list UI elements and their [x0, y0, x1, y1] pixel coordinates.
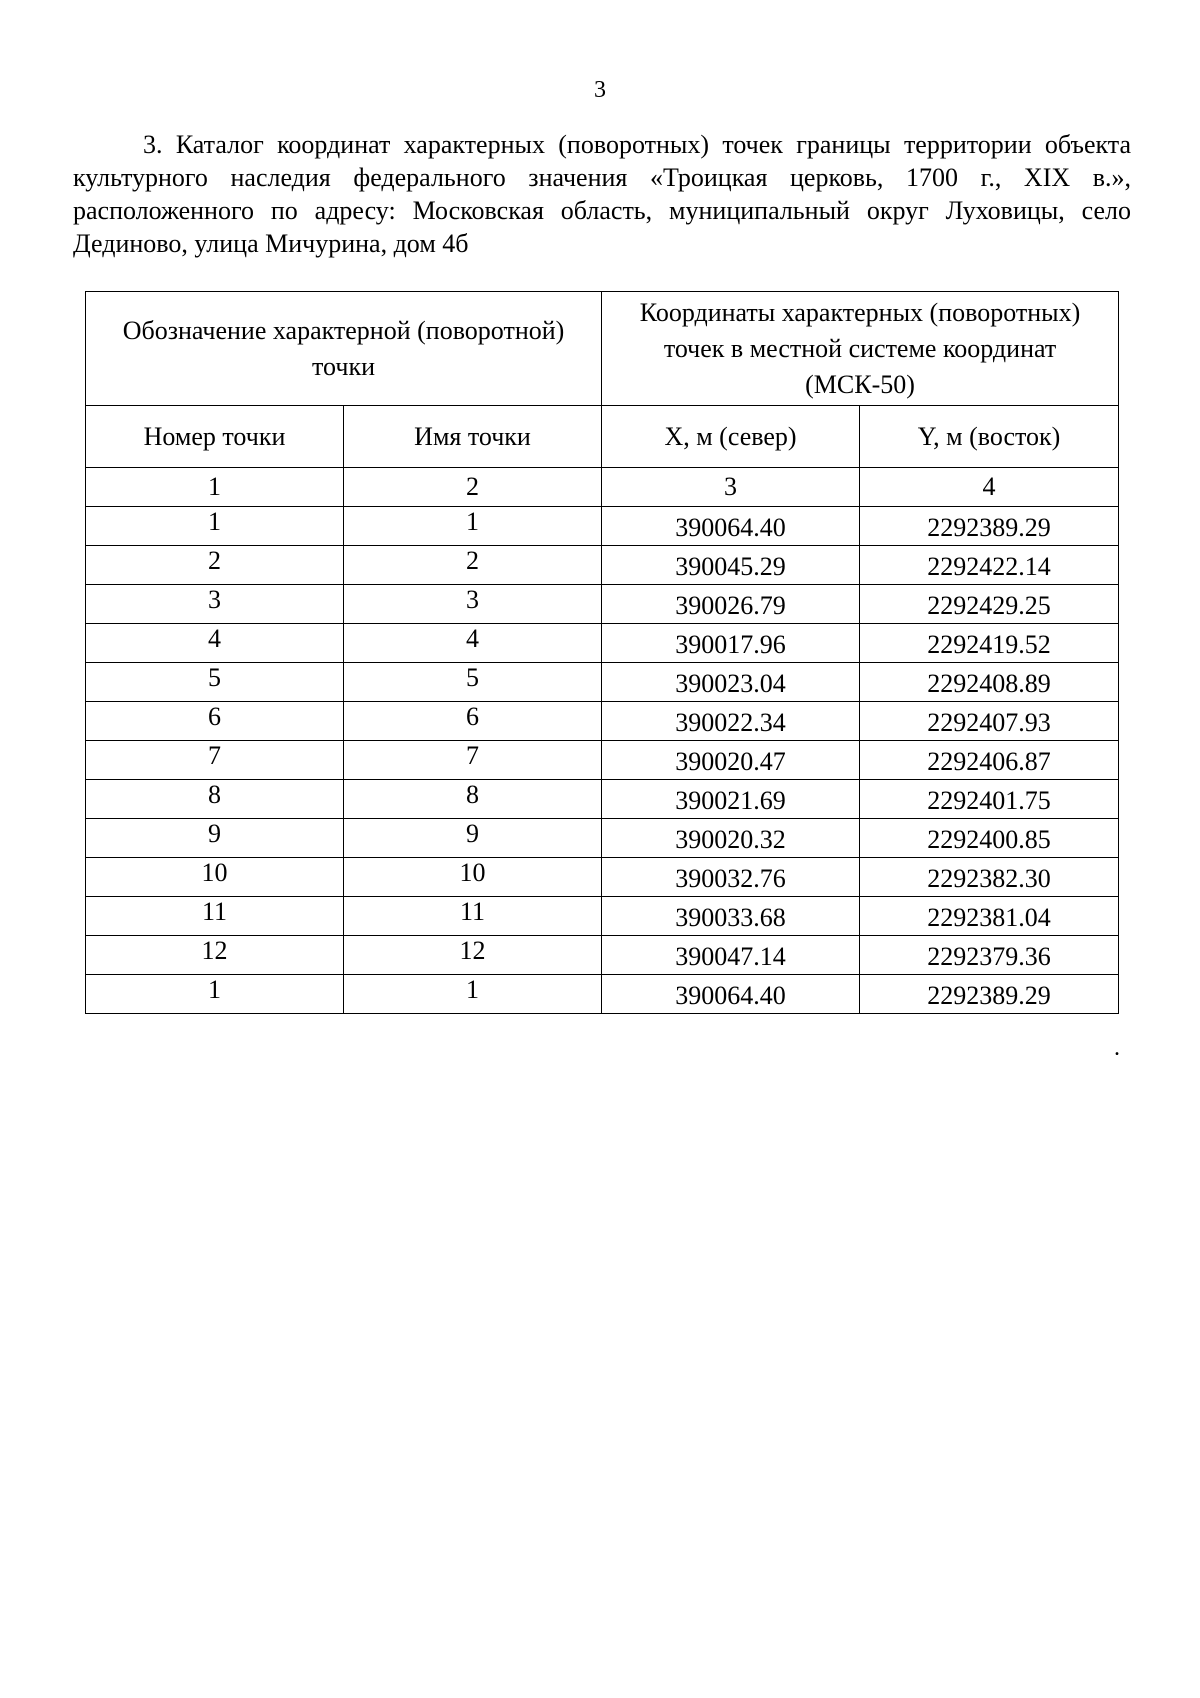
- table-row: [86, 936, 1119, 975]
- column-number: 2: [344, 468, 602, 507]
- table-row: [86, 663, 1119, 702]
- y-coordinate-cell: 2292401.75: [860, 780, 1119, 819]
- point-number-cell: 3: [86, 585, 344, 624]
- header-point-number: Номер точки: [86, 406, 344, 468]
- point-name-cell: 11: [344, 897, 602, 936]
- table-row: [86, 819, 1119, 858]
- x-coordinate-cell: 390047.14: [602, 936, 860, 975]
- table-header-row-2: [86, 406, 1119, 468]
- catalog-intro-paragraph: 3. Каталог координат характерных (поворотных) точек границы территории объекта культурного наследия федерального значения «Троицкая церковь, 1700 г., XIX в.», расположенного по адресу: Московская область, муниципальный округ Луховицы, село Дединово, улица Мичурина, дом 4б: [73, 130, 1131, 258]
- coordinates-catalog-table: [85, 291, 1119, 1014]
- table-row: [86, 702, 1119, 741]
- table-row: [86, 858, 1119, 897]
- table-row: [86, 585, 1119, 624]
- x-coordinate-cell: 390026.79: [602, 585, 860, 624]
- y-coordinate-cell: 2292400.85: [860, 819, 1119, 858]
- point-name-cell: 2: [344, 546, 602, 585]
- page-number: 3: [594, 77, 606, 103]
- header-coordinates: Координаты характерных (поворотных) точек в местной системе координат (МСК-50): [602, 292, 1119, 406]
- point-number-cell: 5: [86, 663, 344, 702]
- table-row: [86, 624, 1119, 663]
- point-number-cell: 12: [86, 936, 344, 975]
- x-coordinate-cell: 390017.96: [602, 624, 860, 663]
- x-coordinate-cell: 390064.40: [602, 507, 860, 546]
- header-point-name: Имя точки: [344, 406, 602, 468]
- point-number-cell: 7: [86, 741, 344, 780]
- x-coordinate-cell: 390023.04: [602, 663, 860, 702]
- point-name-cell: 4: [344, 624, 602, 663]
- column-number: 1: [86, 468, 344, 507]
- table-row: [86, 741, 1119, 780]
- point-name-cell: 12: [344, 936, 602, 975]
- point-name-cell: 7: [344, 741, 602, 780]
- y-coordinate-cell: 2292422.14: [860, 546, 1119, 585]
- table-row: [86, 897, 1119, 936]
- table-row: [86, 975, 1119, 1014]
- point-name-cell: 5: [344, 663, 602, 702]
- y-coordinate-cell: 2292379.36: [860, 936, 1119, 975]
- header-designation: Обозначение характерной (поворотной) точки: [86, 292, 602, 406]
- point-number-cell: 8: [86, 780, 344, 819]
- column-number: 4: [860, 468, 1119, 507]
- y-coordinate-cell: 2292419.52: [860, 624, 1119, 663]
- point-name-cell: 6: [344, 702, 602, 741]
- table-row: [86, 507, 1119, 546]
- table-row: [86, 780, 1119, 819]
- point-name-cell: 10: [344, 858, 602, 897]
- y-coordinate-cell: 2292389.29: [860, 975, 1119, 1014]
- point-number-cell: 9: [86, 819, 344, 858]
- y-coordinate-cell: 2292381.04: [860, 897, 1119, 936]
- y-coordinate-cell: 2292389.29: [860, 507, 1119, 546]
- table-row: [86, 546, 1119, 585]
- y-coordinate-cell: 2292406.87: [860, 741, 1119, 780]
- point-name-cell: 8: [344, 780, 602, 819]
- point-number-cell: 2: [86, 546, 344, 585]
- point-number-cell: 4: [86, 624, 344, 663]
- x-coordinate-cell: 390033.68: [602, 897, 860, 936]
- x-coordinate-cell: 390064.40: [602, 975, 860, 1014]
- point-name-cell: 3: [344, 585, 602, 624]
- y-coordinate-cell: 2292407.93: [860, 702, 1119, 741]
- trailing-dot: .: [1114, 1035, 1120, 1061]
- point-number-cell: 10: [86, 858, 344, 897]
- x-coordinate-cell: 390045.29: [602, 546, 860, 585]
- x-coordinate-cell: 390032.76: [602, 858, 860, 897]
- point-number-cell: 1: [86, 507, 344, 546]
- point-name-cell: 1: [344, 975, 602, 1014]
- y-coordinate-cell: 2292382.30: [860, 858, 1119, 897]
- x-coordinate-cell: 390020.47: [602, 741, 860, 780]
- point-name-cell: 1: [344, 507, 602, 546]
- column-numbers-row: [86, 468, 1119, 507]
- table-header-row-1: [86, 292, 1119, 406]
- x-coordinate-cell: 390022.34: [602, 702, 860, 741]
- header-y: Y, м (восток): [860, 406, 1119, 468]
- point-number-cell: 11: [86, 897, 344, 936]
- point-number-cell: 6: [86, 702, 344, 741]
- x-coordinate-cell: 390020.32: [602, 819, 860, 858]
- x-coordinate-cell: 390021.69: [602, 780, 860, 819]
- column-number: 3: [602, 468, 860, 507]
- y-coordinate-cell: 2292429.25: [860, 585, 1119, 624]
- header-x: X, м (север): [602, 406, 860, 468]
- point-name-cell: 9: [344, 819, 602, 858]
- y-coordinate-cell: 2292408.89: [860, 663, 1119, 702]
- point-number-cell: 1: [86, 975, 344, 1014]
